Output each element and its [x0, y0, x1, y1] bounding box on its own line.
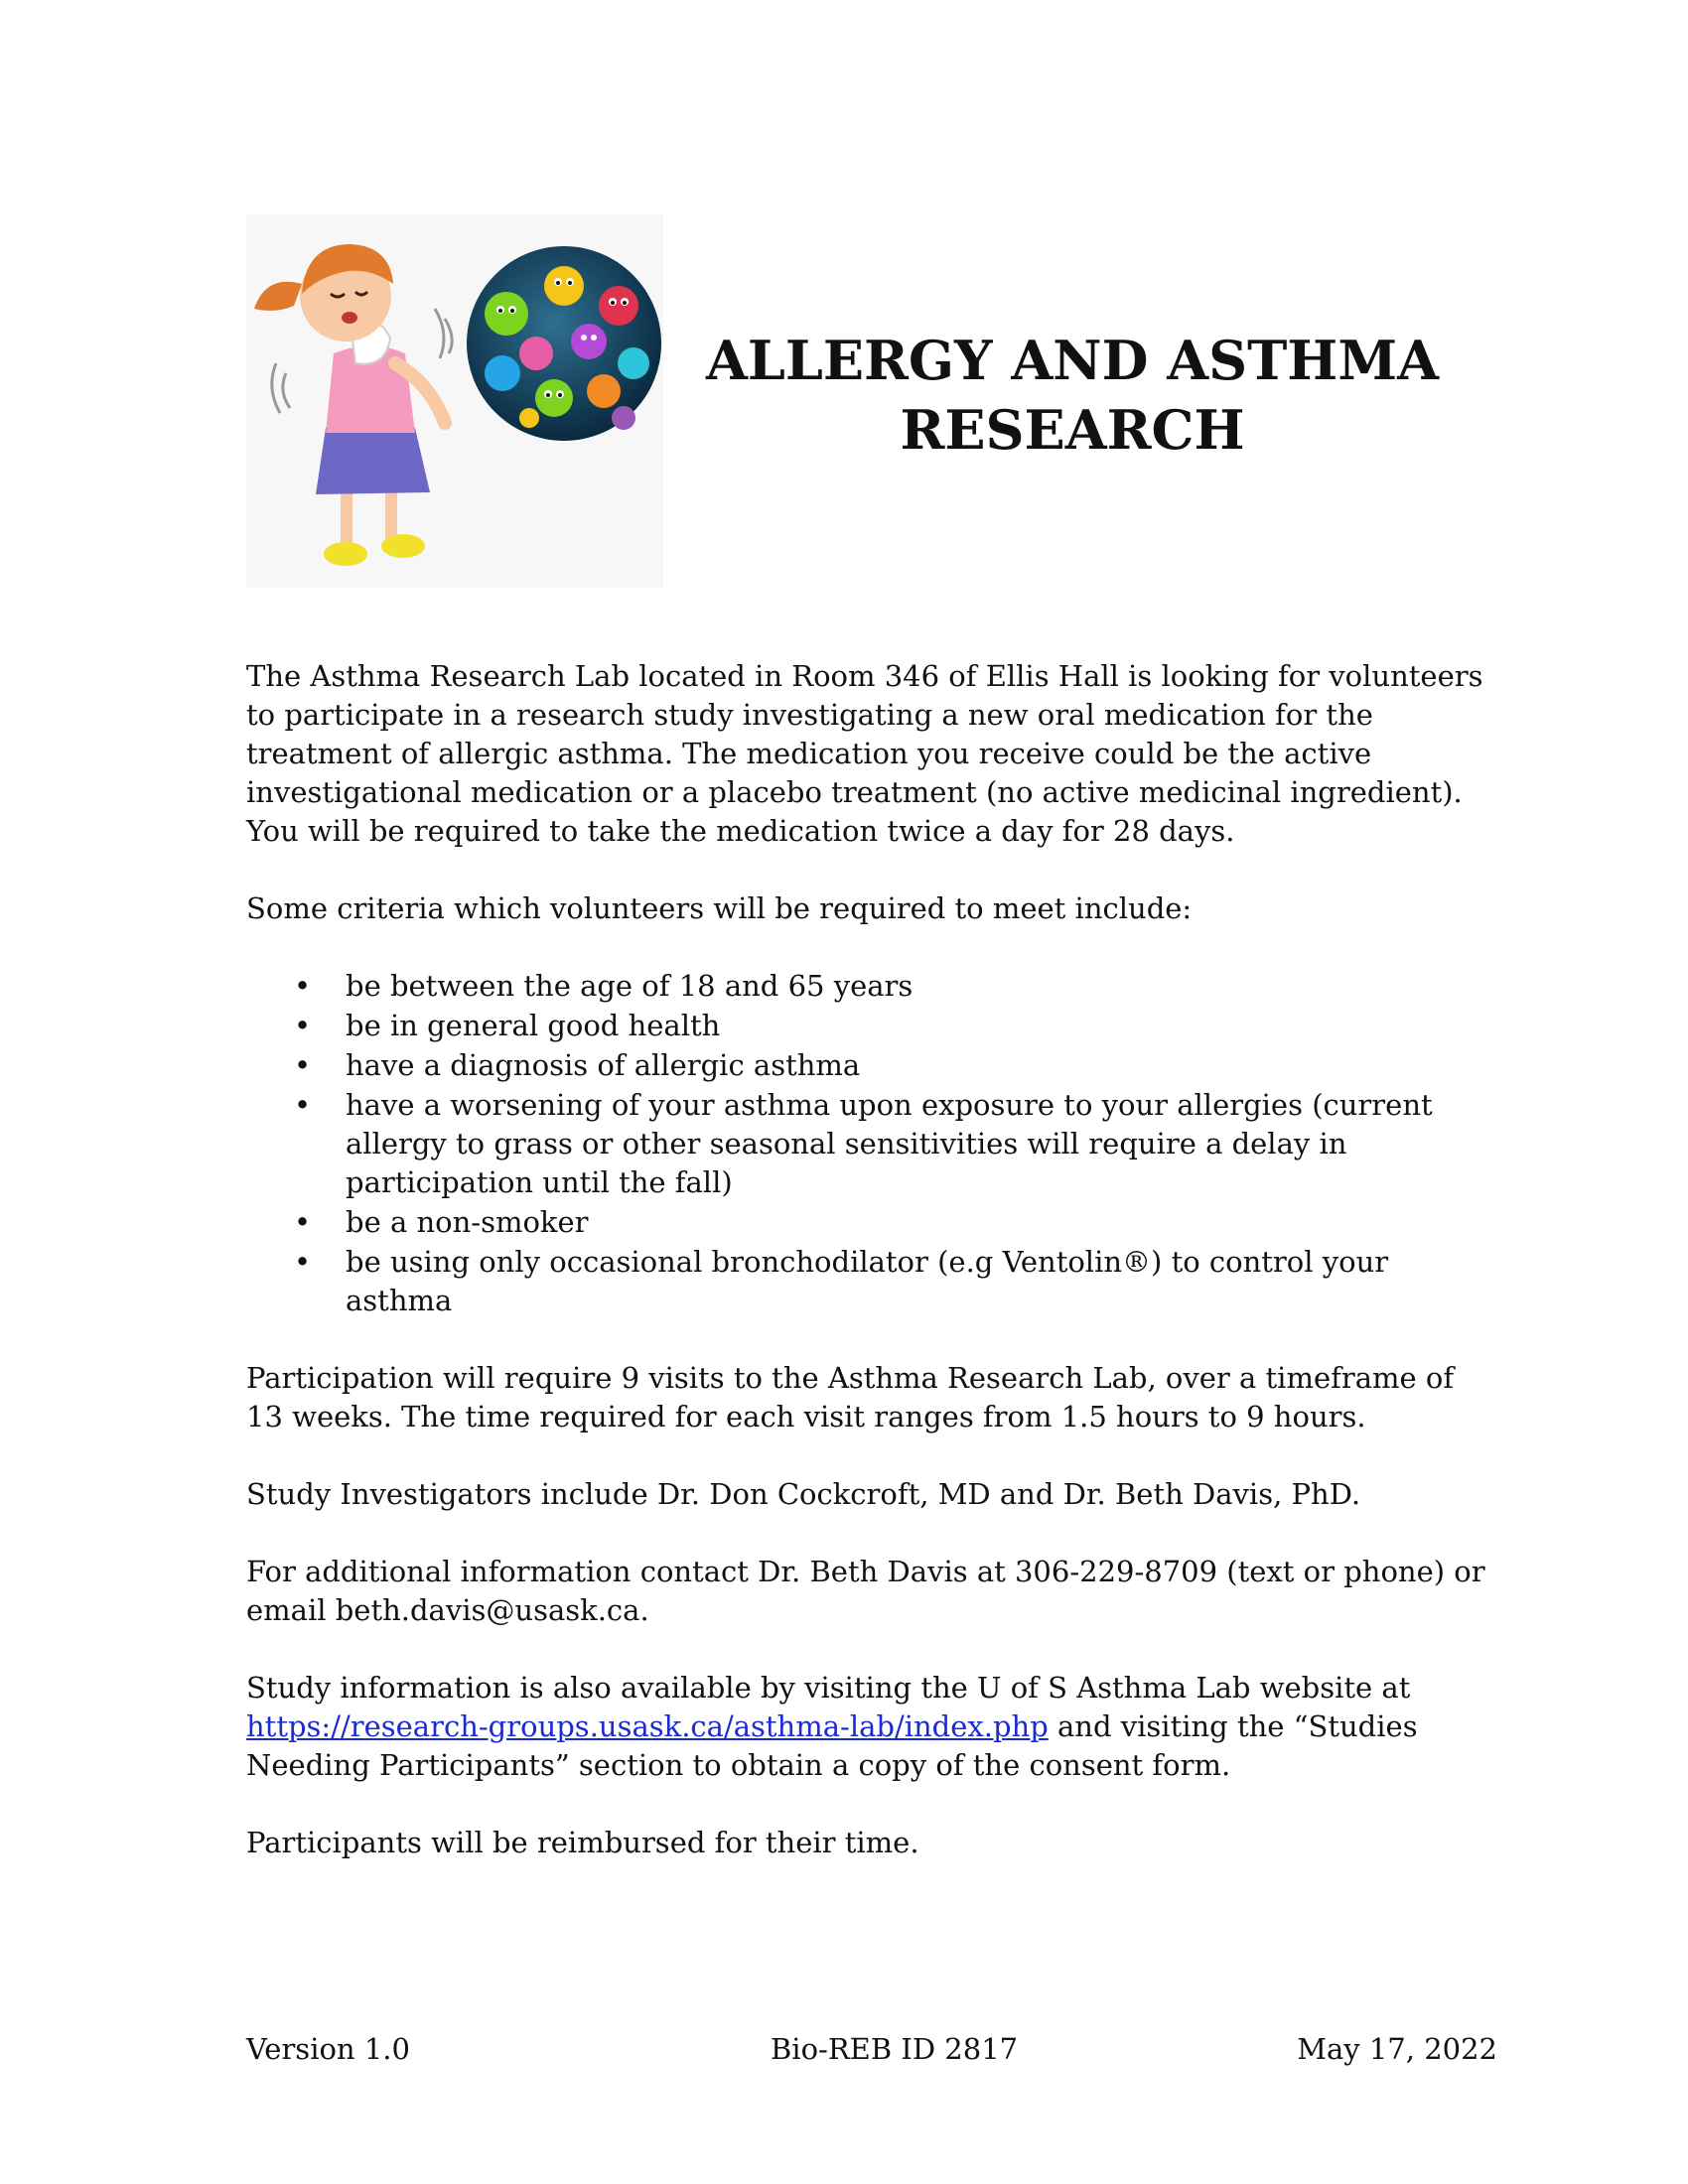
criteria-item	[246, 967, 1497, 1006]
title-line-2: RESEARCH	[900, 398, 1245, 462]
criteria-text: be between the age of 18 and 65 years	[346, 969, 914, 1003]
criteria-item	[246, 1203, 1497, 1242]
page-title	[695, 326, 1450, 465]
footer-date: May 17, 2022	[1297, 2032, 1497, 2066]
criteria-item	[246, 1046, 1497, 1085]
bullet-icon: •	[294, 1048, 312, 1082]
reimbursement-paragraph: Participants will be reimbursed for their time.	[246, 1826, 919, 1859]
sneezing-girl-with-germs-icon	[246, 214, 663, 588]
title-line-1: ALLERGY AND ASTHMA	[706, 329, 1439, 392]
criteria-list	[246, 967, 1497, 1320]
criteria-intro: Some criteria which volunteers will be required to meet include:	[246, 891, 1193, 925]
criteria-text: be a non-smoker	[346, 1205, 589, 1239]
criteria-text: have a worsening of your asthma upon exposure to your allergies (current allergy to grass or other seasonal sensitivities will require a delay in participation until the fall)	[346, 1088, 1433, 1199]
criteria-text: have a diagnosis of allergic asthma	[346, 1048, 861, 1082]
contact-paragraph: For additional information contact Dr. Beth Davis at 306-229-8709 (text or phone) or email beth.davis@usask.ca.	[246, 1555, 1485, 1627]
flyer-body	[246, 657, 1497, 1901]
germs-circle	[467, 246, 661, 441]
criteria-item	[246, 1243, 1497, 1320]
participation-paragraph: Participation will require 9 visits to the Asthma Research Lab, over a timeframe of 13 weeks. The time required for each visit ranges from 1.5 hours to 9 hours.	[246, 1361, 1455, 1433]
footer-version: Version 1.0	[246, 2032, 410, 2066]
website-paragraph	[246, 1669, 1497, 1785]
footer-reb-id: Bio-REB ID 2817	[771, 2032, 1019, 2066]
criteria-item	[246, 1007, 1497, 1045]
criteria-text: be using only occasional bronchodilator (e.g Ventolin®) to control your asthma	[346, 1245, 1389, 1317]
website-text-after: and visiting the “Studies Needing Participants” section to obtain a copy of the consent form.	[246, 1709, 1418, 1782]
bullet-icon: •	[294, 1205, 312, 1239]
bullet-icon: •	[294, 1009, 312, 1042]
website-text-before: Study information is also available by visiting the U of S Asthma Lab website at	[246, 1671, 1411, 1705]
bullet-icon: •	[294, 1088, 312, 1122]
criteria-text: be in general good health	[346, 1009, 721, 1042]
asthma-lab-website-link[interactable]: https://research-groups.usask.ca/asthma-lab/index.php	[246, 1709, 1049, 1743]
bullet-icon: •	[294, 1245, 312, 1279]
intro-paragraph: The Asthma Research Lab located in Room 346 of Ellis Hall is looking for volunteers to participate in a research study investigating a new oral medication for the treatment of allergic asthma. The medication you receive could be the active investigational medication or a placebo treatment (no active medicinal ingredient). You will be required to take the medication twice a day for 28 days.	[246, 659, 1483, 848]
bullet-icon: •	[294, 969, 312, 1003]
criteria-item	[246, 1086, 1497, 1202]
investigators-paragraph: Study Investigators include Dr. Don Cockcroft, MD and Dr. Beth Davis, PhD.	[246, 1477, 1361, 1511]
